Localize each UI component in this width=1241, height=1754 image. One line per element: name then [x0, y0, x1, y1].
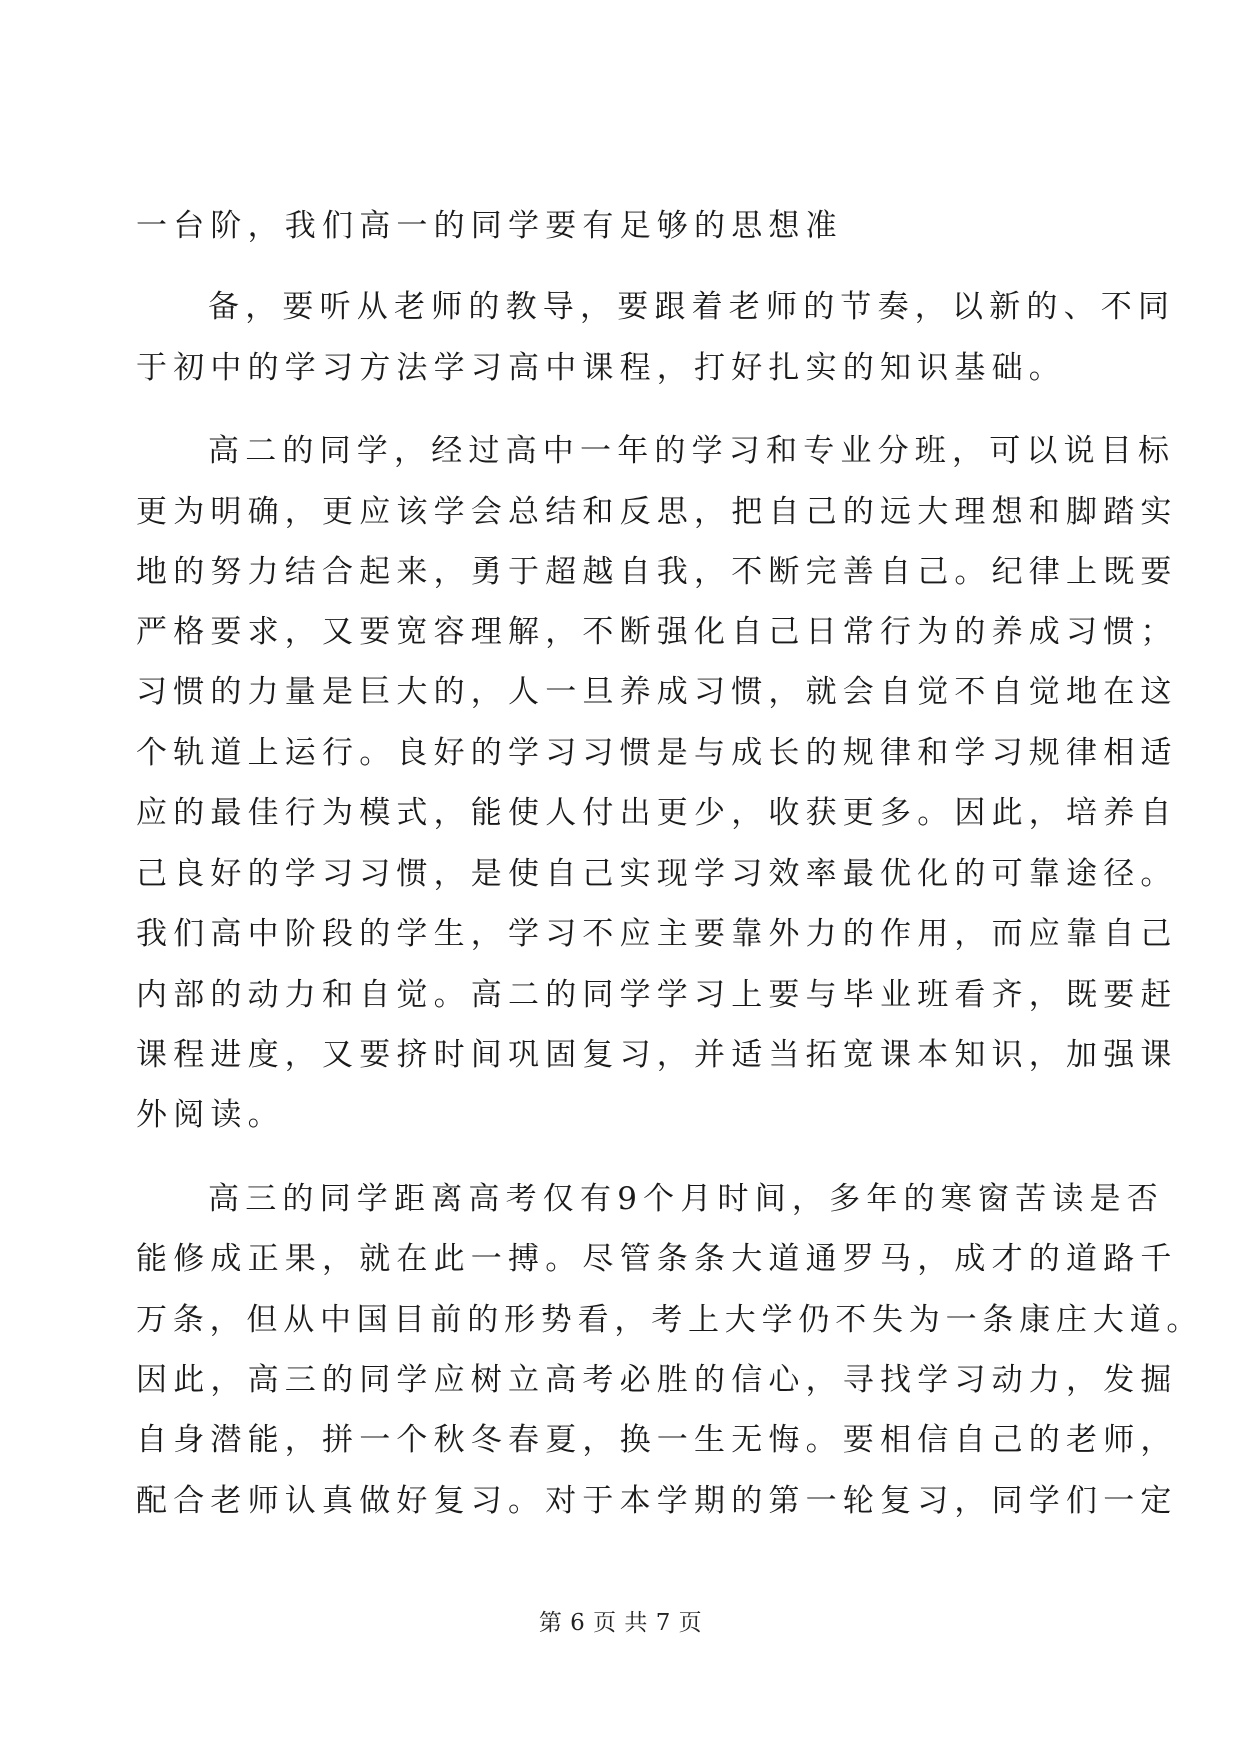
text-line: 高二的同学，经过高中一年的学习和专业分班，可以说目标 — [208, 433, 1176, 469]
text-line: 一台阶，我们高一的同学要有足够的思想准 — [136, 208, 843, 244]
text-line: 因此，高三的同学应树立高考必胜的信心，寻找学习动力，发掘 — [136, 1362, 1178, 1398]
text-line: 课程进度，又要挤时间巩固复习，并适当拓宽课本知识，加强课 — [136, 1037, 1178, 1073]
text-line: 于初中的学习方法学习高中课程，打好扎实的知识基础。 — [136, 350, 1066, 386]
text-line: 备，要听从老师的教导，要跟着老师的节奏，以新的、不同 — [208, 289, 1176, 325]
text-line: 能修成正果，就在此一搏。尽管条条大道通罗马，成才的道路千 — [136, 1241, 1178, 1277]
text-line: 己良好的学习习惯，是使自己实现学习效率最优化的可靠途径。 — [136, 856, 1178, 892]
text-line: 高三的同学距离高考仅有9个月时间，多年的寒窗苦读是否 — [208, 1181, 1164, 1217]
text-line: 配合老师认真做好复习。对于本学期的第一轮复习，同学们一定 — [136, 1483, 1178, 1519]
text-line: 习惯的力量是巨大的，人一旦养成习惯，就会自觉不自觉地在这 — [136, 674, 1178, 710]
text-line: 内部的动力和自觉。高二的同学学习上要与毕业班看齐，既要赶 — [136, 977, 1178, 1013]
text-line: 万条，但从中国目前的形势看，考上大学仍不失为一条康庄大道。 — [136, 1302, 1204, 1338]
text-line: 外阅读。 — [136, 1097, 285, 1133]
page-number-footer: 第 6 页 共 7 页 — [538, 1610, 703, 1636]
text-line: 地的努力结合起来，勇于超越自我，不断完善自己。纪律上既要 — [136, 554, 1178, 590]
text-line: 严格要求，又要宽容理解，不断强化自己日常行为的养成习惯； — [136, 614, 1178, 650]
text-line: 更为明确，更应该学会总结和反思，把自己的远大理想和脚踏实 — [136, 494, 1178, 530]
text-line: 应的最佳行为模式，能使人付出更少，收获更多。因此，培养自 — [136, 795, 1178, 831]
text-line: 我们高中阶段的学生，学习不应主要靠外力的作用，而应靠自己 — [136, 916, 1178, 952]
text-line: 个轨道上运行。良好的学习习惯是与成长的规律和学习规律相适 — [136, 735, 1178, 771]
text-line: 自身潜能，拼一个秋冬春夏，换一生无悔。要相信自己的老师， — [136, 1422, 1178, 1458]
